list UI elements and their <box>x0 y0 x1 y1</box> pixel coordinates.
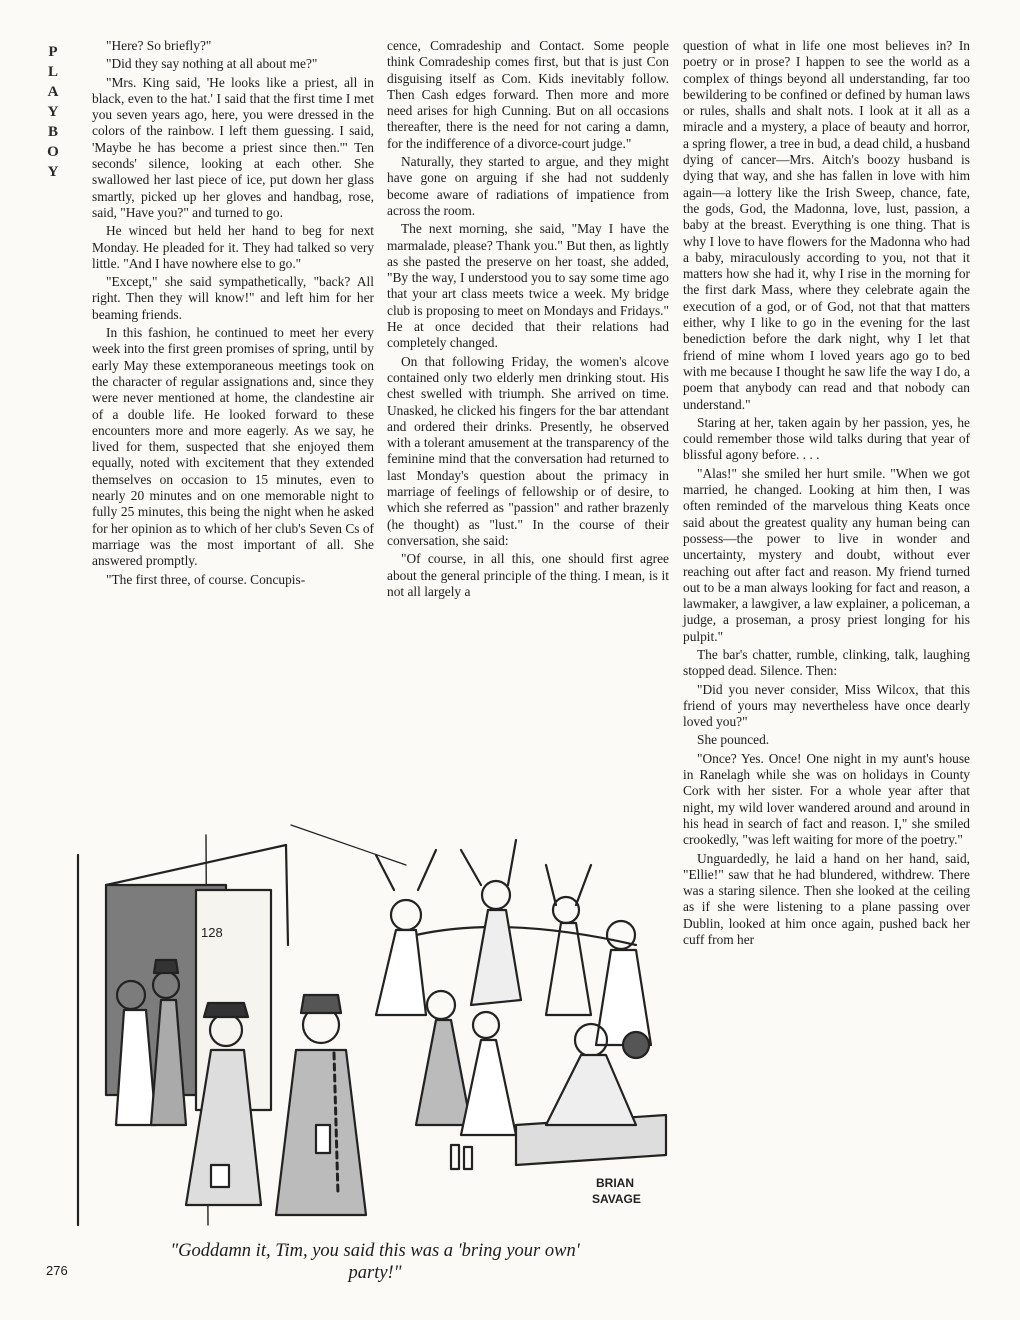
paragraph: She pounced. <box>697 732 770 748</box>
running-head-letter: L <box>47 64 60 80</box>
paragraph: "Except," she said sympathetically, "back? All right. Then they will know!" and left him for her beaming friends. <box>92 274 374 322</box>
paragraph: "Did you never consider, Miss Wilcox, that this friend of yours may nevertheless have once dearly loved you?" <box>683 681 970 730</box>
paragraph: "Here? So briefly?" <box>106 38 212 53</box>
cartoon-illustration <box>76 795 674 1227</box>
paragraph: question of what in life one most believes in? In poetry or in prose? I happen to see the world as a complex of things beyond all understanding, far too bewildering to be confined or defined by human laws or rules, shalls and shalt nots. I look at it all as a miracle and a mystery, a place of beauty and horror, a spring flower, a tree in bud, a dead child, a husband dying of cancer—Mrs. Aitch's boozy husband is dying that way, and she has fallen in love with him again—a lottery like the Irish Sweep, chance, fate, the gods, God, the Madonna, love, lust, passion, a baby at the breast. Everything is one thing. That is why I love to have flowers for the Madonna who had a baby, miraculously according to you, not that it matters how she had it, why I rise in the morning for the first dark Mass, where they celebrate again the execution of a god, or of God, not that that matters either, why I like to go in the evening for the last benediction before the dark night, why I let that friend of mine whom I loved years ago go to bed with me because I thought he saw life the way I do, a poem that anybody can read and that nobody can understand." <box>683 38 970 412</box>
paragraph: He winced but held her hand to beg for next Monday. He pleaded for it. They had talked so very little. "And I have nowhere else to go." <box>92 223 374 271</box>
paragraph: Naturally, they started to argue, and they might have gone on arguing if she had not suddenly become aware of radiations of impatience from across the room. <box>387 154 669 218</box>
text-column-3 <box>683 38 970 1278</box>
paragraph: "The first three, of course. Concupis- <box>106 571 306 587</box>
running-head-letter: Y <box>47 104 61 120</box>
paragraph: "Mrs. King said, 'He looks like a priest, all in black, even to the hat.' I said that the first time I met you seven years ago, here, you were dressed in the colors of the rainbow. I left them guessing. I said, 'Maybe he has become a priest since then.'" Ten seconds' silence, looking at each other. She swallowed her last piece of ice, put down her glass smartly, picked up her gloves and handbag, rose, said, "Have you?" and turned to go. <box>92 74 374 220</box>
running-head-letter: Y <box>47 164 61 180</box>
paragraph: "Alas!" she smiled her hurt smile. "When we got married, he changed. Looking at him then, I was often reminded of the marvelous thing Keats once said about the greatest quality any human being can possess—the power to live in wonder and uncertainty, mystery and doubt, without ever reaching out after fact and reason. My friend turned out to be a man always looking for fact and reason, a lawmaker, a lawgiver, a law explainer, a policeman, a judge, a proseman, a prosy priest longing for his pulpit." <box>683 465 970 644</box>
paragraph: The next morning, she said, "May I have the marmalade, please? Thank you." But then, as lightly as she pasted the preserve on her toast, she added, "By the way, I understood you to say some time ago that your art class meets twice a week. My bridge club is proposing to meet on Mondays and Fridays." He at once decided that their relations had completely changed. <box>387 221 669 351</box>
paragraph: "Of course, in all this, one should first agree about the general principle of the thing. I mean, is it not all largely a <box>387 551 669 599</box>
page-number: 276 <box>46 1263 68 1278</box>
running-head-letter: B <box>47 124 60 140</box>
paragraph: In this fashion, he continued to meet her every week into the first green promises of spring, until by early May these extemporaneous meetings took on the character of regular assignations and, since they were never mentioned at home, the clandestine air of a double life. He looked forward to these encounters more and more eagerly. As we say, he lived for them, suspected that she enjoyed them equally, noted with excitement that they extended themselves on occasion to 15 minutes, even to nearly 20 minutes and on one memorable night to fully 25 minutes, this being the night when he asked for her opinion as to which of her club's Seven Cs of marriage was the most important of all. She answered promptly. <box>92 325 374 569</box>
running-head <box>46 42 62 182</box>
artist-signature: SAVAGE <box>592 1192 641 1206</box>
running-head-letter: O <box>47 144 61 160</box>
door-number: 128 <box>201 925 223 940</box>
paragraph: "Once? Yes. Once! One night in my aunt's house in Ranelagh while she was on holidays in County Cork with her sister. For a whole year after that night, my wild lover wandered around and around in his head in search of fact and reason. I," she smiled crookedly, "was left waiting for more of the poetry." <box>683 750 970 848</box>
artist-signature: BRIAN <box>596 1176 634 1190</box>
paragraph: On that following Friday, the women's alcove contained only two elderly men drinking stout. His chest swelled with triumph. She arrived on time. Unasked, he clicked his fingers for the bar attendant and ordered their drinks. Presently, he observed with a tolerant amusement at the transparency of the feminine mind that the conversation had returned to last Monday's question about the primacy in marriage of feelings of fellowship or of desire, to which she referred as "passion" and rather brazenly (he thought) as "lust." In the course of their conversation, she said: <box>387 353 669 548</box>
cartoon-caption: "Goddamn it, Tim, you said this was a 'bring your own' party!" <box>170 1241 580 1283</box>
running-head-letter: A <box>47 84 61 100</box>
paragraph: "Did they say nothing at all about me?" <box>106 56 318 72</box>
text-column-1 <box>92 38 374 590</box>
text-column-2 <box>387 38 669 602</box>
paragraph: Staring at her, taken again by her passion, yes, he could remember those wild talks during that year of blissful agony before. . . . <box>683 414 970 463</box>
running-head-letter: P <box>48 44 60 60</box>
paragraph: The bar's chatter, rumble, clinking, talk, laughing stopped dead. Silence. Then: <box>683 646 970 679</box>
paragraph: cence, Comradeship and Contact. Some people think Comradeship comes first, but that is just Con disguising itself as Com. Kids inevitably follow. Then Cash edges forward. Then more and more need arises for high Cunning. But on all occasions thereafter, there is the need for not caring a damn, for the indifference of a divorce-court judge." <box>387 38 669 151</box>
paragraph: Unguardedly, he laid a hand on her hand, said, "Ellie!" saw that he had blundered, withdrew. There was a staring silence. Then she looked at the ceiling as if she were listening to a plane passing over Dublin, looked at him once again, pushed back her cuff from her <box>683 850 970 948</box>
